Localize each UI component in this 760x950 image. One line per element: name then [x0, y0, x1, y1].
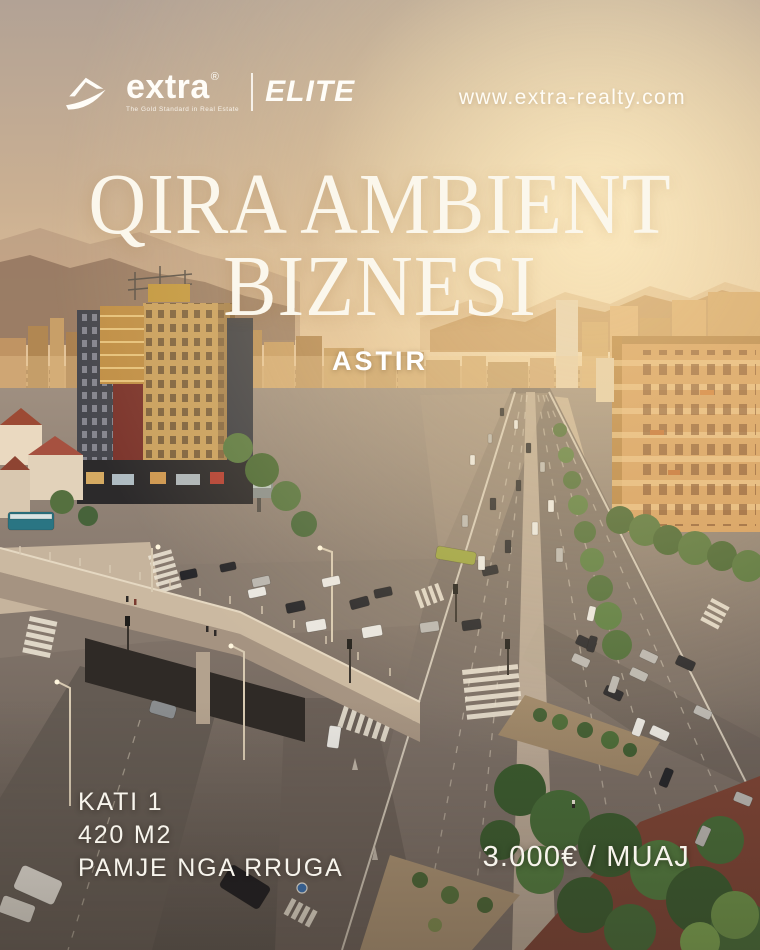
extra-elite-logo [62, 70, 355, 114]
spec-area: 420 M2 [78, 821, 173, 849]
spec-view: PAMJE NGA RRUGA [78, 854, 344, 882]
registered-mark: ® [210, 71, 220, 84]
brand-name: extra [126, 68, 210, 107]
elite-label: ELITE [265, 75, 356, 108]
spec-floor: KATI 1 [78, 788, 164, 816]
headline-line-2: BIZNESI [223, 239, 537, 335]
headline-title [0, 157, 760, 335]
website-url: www.extra-realty.com [458, 86, 686, 109]
poster-header [0, 0, 760, 140]
headline-line-1: QIRA AMBIENT [88, 157, 672, 253]
listing-specs [78, 786, 343, 885]
brand-tagline: The Gold Standard in Real Estate [126, 106, 240, 114]
listing-headline [0, 157, 760, 377]
extra-wordmark [126, 70, 239, 113]
logo-divider [251, 73, 253, 111]
price-label: 3.000€ / MUAJ [482, 841, 690, 873]
extra-house-icon [62, 70, 114, 114]
location-label: ASTIR [332, 346, 428, 376]
